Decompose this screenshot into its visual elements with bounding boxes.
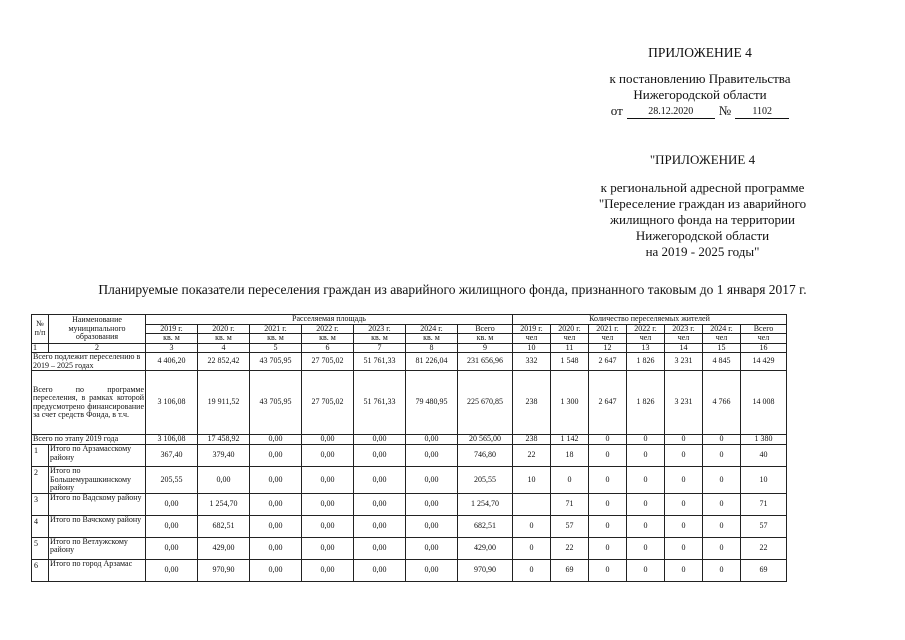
- value-cell: 2 647: [589, 353, 627, 371]
- value-cell: 22: [741, 537, 787, 559]
- value-cell: 0: [589, 515, 627, 537]
- value-cell: 10: [741, 467, 787, 494]
- row-number: 6: [32, 559, 49, 581]
- value-cell: 71: [551, 493, 589, 515]
- people-unit-header: чел: [513, 334, 551, 344]
- value-cell: 22 852,42: [198, 353, 250, 371]
- value-cell: 0,00: [250, 515, 302, 537]
- people-unit-header: чел: [551, 334, 589, 344]
- column-header-number: № п/п: [32, 315, 49, 344]
- value-cell: 0,00: [354, 559, 406, 581]
- value-cell: 0,00: [302, 435, 354, 445]
- column-number: 4: [198, 343, 250, 353]
- value-cell: 0: [627, 559, 665, 581]
- value-cell: 1 254,70: [458, 493, 513, 515]
- value-cell: 367,40: [146, 445, 198, 467]
- value-cell: 682,51: [198, 515, 250, 537]
- value-cell: 970,90: [198, 559, 250, 581]
- value-cell: 1 826: [627, 371, 665, 435]
- municipality-name: Итого по Ветлужскому району: [49, 537, 146, 559]
- value-cell: 0,00: [198, 467, 250, 494]
- value-cell: 1 380: [741, 435, 787, 445]
- value-cell: 0,00: [406, 515, 458, 537]
- value-cell: 0,00: [354, 435, 406, 445]
- value-cell: 0: [665, 435, 703, 445]
- program-line-4: Нижегородской области: [635, 228, 770, 243]
- table-row: [32, 515, 787, 537]
- area-unit-header: кв. м: [458, 334, 513, 344]
- people-unit-header: чел: [627, 334, 665, 344]
- column-number: 10: [513, 343, 551, 353]
- column-number: 14: [665, 343, 703, 353]
- value-cell: 0: [665, 537, 703, 559]
- value-cell: 3 231: [665, 353, 703, 371]
- value-cell: 379,40: [198, 445, 250, 467]
- value-cell: 71: [741, 493, 787, 515]
- value-cell: 69: [551, 559, 589, 581]
- column-number: 13: [627, 343, 665, 353]
- value-cell: 0: [513, 515, 551, 537]
- value-cell: 20 565,00: [458, 435, 513, 445]
- value-cell: 1 254,70: [198, 493, 250, 515]
- value-cell: 0,00: [354, 445, 406, 467]
- value-cell: 0: [627, 493, 665, 515]
- header-row-groups: [32, 315, 787, 325]
- value-cell: 19 911,52: [198, 371, 250, 435]
- value-cell: 0: [703, 445, 741, 467]
- program-line-5: на 2019 - 2025 годы": [645, 244, 760, 259]
- value-cell: 0: [627, 537, 665, 559]
- value-cell: 0,00: [302, 537, 354, 559]
- people-unit-header: чел: [589, 334, 627, 344]
- value-cell: 0,00: [354, 515, 406, 537]
- area-year-header: 2021 г.: [250, 324, 302, 334]
- value-cell: 57: [551, 515, 589, 537]
- decree-date: 28.12.2020: [627, 106, 715, 119]
- value-cell: 0: [551, 467, 589, 494]
- people-year-header: 2024 г.: [703, 324, 741, 334]
- program-line-2: "Переселение граждан из аварийного: [598, 196, 807, 211]
- header-row-units: [32, 334, 787, 344]
- table-row: [32, 467, 787, 494]
- decree-date-line: [580, 103, 820, 119]
- value-cell: 1 142: [551, 435, 589, 445]
- area-year-header: 2019 г.: [146, 324, 198, 334]
- value-cell: 40: [741, 445, 787, 467]
- value-cell: 14 008: [741, 371, 787, 435]
- program-appendix-title: "ПРИЛОЖЕНИЕ 4: [649, 152, 756, 167]
- municipality-name: Итого по Вачскому району: [49, 515, 146, 537]
- value-cell: 205,55: [458, 467, 513, 494]
- value-cell: 0: [627, 515, 665, 537]
- value-cell: 0: [665, 515, 703, 537]
- column-number: 9: [458, 343, 513, 353]
- value-cell: 0,00: [406, 493, 458, 515]
- value-cell: 14 429: [741, 353, 787, 371]
- column-number: 1: [32, 343, 49, 353]
- value-cell: 332: [513, 353, 551, 371]
- table-row: [32, 537, 787, 559]
- value-cell: [513, 493, 551, 515]
- column-number: 6: [302, 343, 354, 353]
- value-cell: 0: [703, 467, 741, 494]
- value-cell: 57: [741, 515, 787, 537]
- value-cell: 22: [551, 537, 589, 559]
- value-cell: 746,80: [458, 445, 513, 467]
- value-cell: 10: [513, 467, 551, 494]
- value-cell: 225 670,85: [458, 371, 513, 435]
- value-cell: 205,55: [146, 467, 198, 494]
- area-year-header: 2023 г.: [354, 324, 406, 334]
- value-cell: 238: [513, 435, 551, 445]
- summary-row-label: Всего по этапу 2019 года: [32, 435, 146, 445]
- value-cell: 0,00: [406, 435, 458, 445]
- value-cell: 0,00: [406, 445, 458, 467]
- value-cell: 3 106,08: [146, 435, 198, 445]
- row-number: 4: [32, 515, 49, 537]
- value-cell: 43 705,95: [250, 371, 302, 435]
- area-year-header: 2022 г.: [302, 324, 354, 334]
- people-unit-header: чел: [665, 334, 703, 344]
- value-cell: 27 705,02: [302, 371, 354, 435]
- value-cell: 0,00: [406, 467, 458, 494]
- value-cell: 0: [589, 537, 627, 559]
- value-cell: 429,00: [198, 537, 250, 559]
- number-label: №: [718, 103, 732, 118]
- column-number: 15: [703, 343, 741, 353]
- value-cell: 0: [589, 435, 627, 445]
- value-cell: 0: [703, 537, 741, 559]
- column-number: 5: [250, 343, 302, 353]
- summary-row: [32, 353, 787, 371]
- column-group-area: Расселяемая площадь: [146, 315, 513, 325]
- value-cell: 0: [703, 559, 741, 581]
- value-cell: 0,00: [250, 445, 302, 467]
- municipality-name: Итого по Большемурашкинскому району: [49, 467, 146, 494]
- value-cell: 0,00: [250, 435, 302, 445]
- resettlement-table: [31, 314, 787, 582]
- value-cell: 0: [589, 559, 627, 581]
- value-cell: 0,00: [250, 537, 302, 559]
- people-year-header: 2021 г.: [589, 324, 627, 334]
- row-number: 5: [32, 537, 49, 559]
- value-cell: 51 761,33: [354, 371, 406, 435]
- value-cell: 22: [513, 445, 551, 467]
- table-row: [32, 493, 787, 515]
- program-header: [575, 152, 830, 260]
- value-cell: 3 106,08: [146, 371, 198, 435]
- value-cell: 1 300: [551, 371, 589, 435]
- decree-line-2: Нижегородской области: [633, 87, 767, 102]
- value-cell: 0: [627, 435, 665, 445]
- municipality-name: Итого по Вадскому району: [49, 493, 146, 515]
- value-cell: 970,90: [458, 559, 513, 581]
- municipality-name: Итого по Арзамасскому району: [49, 445, 146, 467]
- decree-header: [580, 45, 820, 119]
- value-cell: 231 656,96: [458, 353, 513, 371]
- value-cell: 0,00: [250, 559, 302, 581]
- value-cell: 0,00: [302, 467, 354, 494]
- summary-row: [32, 435, 787, 445]
- people-year-header: 2020 г.: [551, 324, 589, 334]
- value-cell: 79 480,95: [406, 371, 458, 435]
- value-cell: 0,00: [146, 559, 198, 581]
- value-cell: 81 226,04: [406, 353, 458, 371]
- value-cell: 0: [665, 445, 703, 467]
- value-cell: 0: [589, 493, 627, 515]
- people-unit-header: чел: [703, 334, 741, 344]
- value-cell: 0,00: [302, 515, 354, 537]
- value-cell: 0,00: [354, 493, 406, 515]
- column-group-people: Количество переселяемых жителей: [513, 315, 787, 325]
- area-unit-header: кв. м: [198, 334, 250, 344]
- column-number: 12: [589, 343, 627, 353]
- value-cell: 4 845: [703, 353, 741, 371]
- municipality-name: Итого по город Арзамас: [49, 559, 146, 581]
- area-year-header: Всего: [458, 324, 513, 334]
- people-unit-header: чел: [741, 334, 787, 344]
- column-number: 11: [551, 343, 589, 353]
- value-cell: 0,00: [302, 493, 354, 515]
- column-header-name: Наименование муниципального образования: [49, 315, 146, 344]
- column-number: 2: [49, 343, 146, 353]
- value-cell: 0: [589, 445, 627, 467]
- value-cell: 43 705,95: [250, 353, 302, 371]
- value-cell: 0: [703, 493, 741, 515]
- value-cell: 0,00: [354, 467, 406, 494]
- header-row-numbers: [32, 343, 787, 353]
- value-cell: 0: [703, 515, 741, 537]
- value-cell: 69: [741, 559, 787, 581]
- value-cell: 0,00: [146, 537, 198, 559]
- value-cell: 27 705,02: [302, 353, 354, 371]
- decree-line-1: к постановлению Правительства: [609, 71, 791, 86]
- summary-row-label: Всего подлежит переселению в 2019 – 2025 годах: [32, 353, 146, 371]
- value-cell: 0: [665, 559, 703, 581]
- value-cell: 0: [703, 435, 741, 445]
- area-unit-header: кв. м: [354, 334, 406, 344]
- value-cell: 0,00: [406, 559, 458, 581]
- row-number: 3: [32, 493, 49, 515]
- area-unit-header: кв. м: [250, 334, 302, 344]
- appendix-title: ПРИЛОЖЕНИЕ 4: [648, 45, 752, 60]
- value-cell: 0: [513, 559, 551, 581]
- area-year-header: 2020 г.: [198, 324, 250, 334]
- value-cell: 0: [589, 467, 627, 494]
- area-unit-header: кв. м: [406, 334, 458, 344]
- column-number: 3: [146, 343, 198, 353]
- value-cell: 0,00: [406, 537, 458, 559]
- value-cell: 1 548: [551, 353, 589, 371]
- value-cell: 682,51: [458, 515, 513, 537]
- area-year-header: 2024 г.: [406, 324, 458, 334]
- value-cell: 238: [513, 371, 551, 435]
- table-row: [32, 445, 787, 467]
- value-cell: 1 826: [627, 353, 665, 371]
- column-number: 7: [354, 343, 406, 353]
- value-cell: 3 231: [665, 371, 703, 435]
- value-cell: 0,00: [302, 445, 354, 467]
- value-cell: 17 458,92: [198, 435, 250, 445]
- value-cell: 429,00: [458, 537, 513, 559]
- value-cell: 0,00: [146, 515, 198, 537]
- summary-row-label: Всего по программе переселения, в рамках которой предусмотрено финансирование за счет средств Фонда, в т.ч.: [32, 371, 146, 435]
- value-cell: 0,00: [302, 559, 354, 581]
- value-cell: 0,00: [146, 493, 198, 515]
- value-cell: 0: [665, 467, 703, 494]
- people-year-header: 2023 г.: [665, 324, 703, 334]
- value-cell: 4 766: [703, 371, 741, 435]
- people-year-header: Всего: [741, 324, 787, 334]
- row-number: 1: [32, 445, 49, 467]
- value-cell: 0,00: [354, 537, 406, 559]
- value-cell: 0: [627, 445, 665, 467]
- people-year-header: 2019 г.: [513, 324, 551, 334]
- people-year-header: 2022 г.: [627, 324, 665, 334]
- value-cell: 2 647: [589, 371, 627, 435]
- value-cell: 4 406,20: [146, 353, 198, 371]
- value-cell: 51 761,33: [354, 353, 406, 371]
- table-row: [32, 559, 787, 581]
- area-unit-header: кв. м: [302, 334, 354, 344]
- row-number: 2: [32, 467, 49, 494]
- area-unit-header: кв. м: [146, 334, 198, 344]
- value-cell: 0: [627, 467, 665, 494]
- value-cell: 0: [665, 493, 703, 515]
- from-label: от: [610, 103, 623, 118]
- column-number: 16: [741, 343, 787, 353]
- header-row-years: [32, 324, 787, 334]
- value-cell: 0,00: [250, 467, 302, 494]
- document-title: Планируемые показатели переселения граждан из аварийного жилищного фонда, признанного таковым до 1 января 2017 г.: [98, 282, 807, 297]
- value-cell: 18: [551, 445, 589, 467]
- value-cell: 0: [513, 537, 551, 559]
- summary-row: [32, 371, 787, 435]
- program-line-3: жилищного фонда на территории: [610, 212, 795, 227]
- value-cell: 0,00: [250, 493, 302, 515]
- decree-number: 1102: [735, 106, 789, 119]
- column-number: 8: [406, 343, 458, 353]
- program-line-1: к региональной адресной программе: [600, 180, 805, 195]
